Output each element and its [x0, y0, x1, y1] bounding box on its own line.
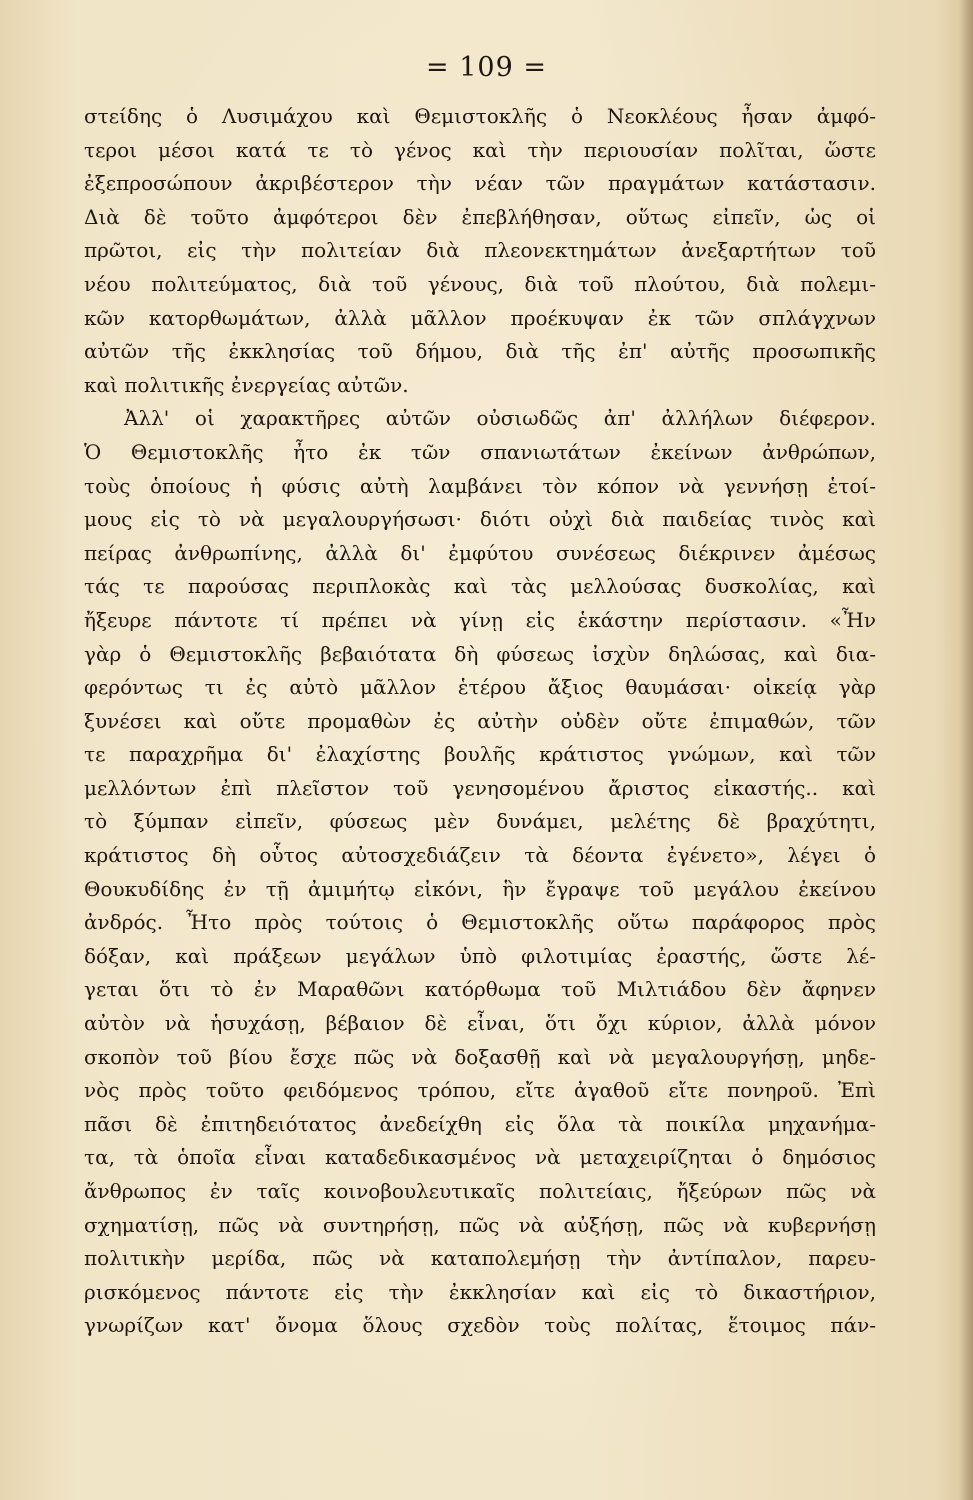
text-line: ἤξευρε πάντοτε τί πρέπει νὰ γίνῃ εἰς ἑκάστην περίστασιν. «Ἦν — [84, 607, 876, 632]
text-line: κράτιστος δὴ οὗτος αὐτοσχεδιάζειν τὰ δέοντα ἐγένετο», λέγει ὁ — [84, 843, 876, 868]
text-line: Διὰ δὲ τοῦτο ἀμφότεροι δὲν ἐπεβλήθησαν, οὕτως εἰπεῖν, ὡς οἱ — [84, 204, 876, 229]
text-line: νὸς πρὸς τοῦτο φειδόμενος τρόπου, εἴτε ἀγαθοῦ εἴτε πονηροῦ. Ἐπὶ — [84, 1078, 876, 1103]
text-line: μους εἰς τὸ νὰ μεγαλουργήσωσι· διότι οὐχὶ διὰ παιδείας τινὸς καὶ — [84, 507, 876, 532]
text-line: καὶ πολιτικῆς ἐνεργείας αὐτῶν. — [84, 372, 409, 397]
text-line: τὸ ξύμπαν εἰπεῖν, φύσεως μὲν δυνάμει, μελέτης δὲ βραχύτητι, — [84, 809, 876, 834]
text-line: γὰρ ὁ Θεμιστοκλῆς βεβαιότατα δὴ φύσεως ἰσχὺν δηλώσας, καὶ δια- — [84, 641, 876, 666]
text-line: δόξαν, καὶ πράξεων μεγάλων ὑπὸ φιλοτιμίας ἐραστής, ὥστε λέ- — [84, 943, 876, 968]
text-line: νέου πολιτεύματος, διὰ τοῦ γένους, διὰ τοῦ πλούτου, διὰ πολεμι- — [84, 271, 876, 296]
text-line: πολιτικὴν μερίδα, πῶς νὰ καταπολεμήσῃ τὴν ἀντίπαλον, παρευ- — [84, 1246, 876, 1271]
text-line: φερόντως τι ἐς αὐτὸ μᾶλλον ἑτέρου ἄξιος θαυμάσαι· οἰκείᾳ γὰρ — [84, 675, 876, 700]
text-line: αὐτὸν νὰ ἡσυχάσῃ, βέβαιον δὲ εἶναι, ὅτι ὄχι κύριον, ἀλλὰ μόνον — [84, 1011, 876, 1036]
body-text — [84, 100, 876, 1343]
text-line: γεται ὅτι τὸ ἐν Μαραθῶνι κατόρθωμα τοῦ Μιλτιάδου δὲν ἄφηνεν — [84, 977, 876, 1002]
text-line: τα, τὰ ὁποῖα εἶναι καταδεδικασμένος νὰ μεταχειρίζηται ὁ δημόσιος — [84, 1145, 876, 1170]
text-line: σκοπὸν τοῦ βίου ἔσχε πῶς νὰ δοξασθῇ καὶ νὰ μεγαλουργήσῃ, μηδε- — [84, 1044, 876, 1069]
text-line: Θουκυδίδης ἐν τῇ ἀμιμήτῳ εἰκόνι, ἣν ἔγραψε τοῦ μεγάλου ἐκείνου — [84, 876, 876, 901]
text-line: ἐξεπροσώπουν ἀκριβέστερον τὴν νέαν τῶν πραγμάτων κατάστασιν. — [84, 171, 876, 196]
text-line: πρῶτοι, εἰς τὴν πολιτείαν διὰ πλεονεκτημάτων ἀνεξαρτήτων τοῦ — [84, 238, 876, 263]
text-line: αὐτῶν τῆς ἐκκλησίας τοῦ δήμου, διὰ τῆς ἐπ' αὐτῆς προσωπικῆς — [84, 339, 876, 364]
text-line: ξυνέσει καὶ οὔτε προμαθὼν ἐς αὐτὴν οὐδὲν οὔτε ἐπιμαθών, τῶν — [84, 708, 876, 733]
text-line: τε παραχρῆμα δι' ἐλαχίστης βουλῆς κράτιστος γνώμων, καὶ τῶν — [84, 742, 876, 767]
text-line: Ὁ Θεμιστοκλῆς ἦτο ἐκ τῶν σπανιωτάτων ἐκείνων ἀνθρώπων, — [84, 439, 876, 464]
text-line: τάς τε παρούσας περιπλοκὰς καὶ τὰς μελλούσας δυσκολίας, καὶ — [84, 574, 876, 599]
text-line: ρισκόμενος πάντοτε εἰς τὴν ἐκκλησίαν καὶ εἰς τὸ δικαστήριον, — [84, 1279, 876, 1304]
text-line: ἀνδρός. Ἦτο πρὸς τούτοις ὁ Θεμιστοκλῆς οὕτω παράφορος πρὸς — [84, 910, 876, 935]
text-line: Ἀλλ' οἱ χαρακτῆρες αὐτῶν οὐσιωδῶς ἀπ' ἀλλήλων διέφερον. — [124, 406, 876, 431]
text-line: στείδης ὁ Λυσιμάχου καὶ Θεμιστοκλῆς ὁ Νεοκλέους ἦσαν ἀμφό- — [84, 104, 876, 128]
text-line: γνωρίζων κατ' ὄνομα ὅλους σχεδὸν τοὺς πολίτας, ἕτοιμος πάν- — [84, 1313, 876, 1338]
text-line: τεροι μέσοι κατά τε τὸ γένος καὶ τὴν περιουσίαν πολῖται, ὥστε — [84, 137, 876, 162]
text-line: σχηματίσῃ, πῶς νὰ συντηρήσῃ, πῶς νὰ αὐξήσῃ, πῶς νὰ κυβερνήσῃ — [84, 1212, 876, 1237]
text-line: τοὺς ὁποίους ἡ φύσις αὐτὴ λαμβάνει τὸν κόπον νὰ γεννήσῃ ἑτοί- — [84, 473, 876, 498]
text-line: πείρας ἀνθρωπίνης, ἀλλὰ δι' ἐμφύτου συνέσεως διέκρινεν ἀμέσως — [84, 540, 876, 565]
page-edge-shadow — [959, 0, 973, 1500]
text-line: κῶν κατορθωμάτων, ἀλλὰ μᾶλλον προέκυψαν ἐκ τῶν σπλάγχνων — [84, 305, 876, 330]
text-line: μελλόντων ἐπὶ πλεῖστον τοῦ γενησομένου ἄριστος εἰκαστής.. καὶ — [84, 775, 876, 800]
text-line: ἄνθρωπος ἐν ταῖς κοινοβουλευτικαῖς πολιτείαις, ἤξεύρων πῶς νὰ — [84, 1179, 876, 1203]
text-line: πᾶσι δὲ ἐπιτηδειότατος ἀνεδείχθη εἰς ὅλα τὰ ποικίλα μηχανήμα- — [84, 1111, 876, 1136]
page-number: = 109 = — [426, 52, 547, 83]
